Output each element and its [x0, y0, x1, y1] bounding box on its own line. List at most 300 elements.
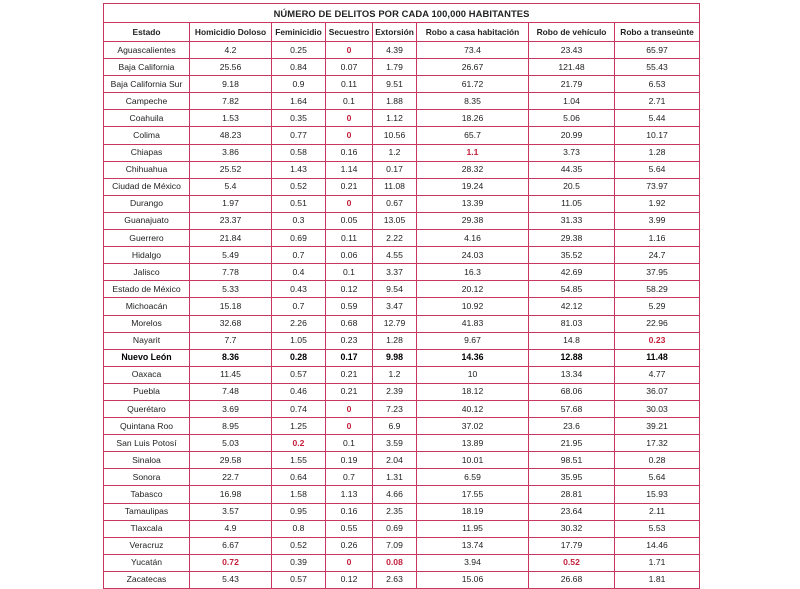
- rate-cell: 0.17: [326, 349, 373, 366]
- rate-cell: 7.82: [190, 93, 272, 110]
- rate-cell: 39.21: [615, 418, 700, 435]
- rate-cell: 12.79: [373, 315, 417, 332]
- rate-cell: 13.34: [529, 366, 615, 383]
- state-name-cell: Guerrero: [104, 230, 190, 247]
- rate-cell: 5.64: [615, 161, 700, 178]
- rate-cell: 21.84: [190, 230, 272, 247]
- table-row: [104, 486, 700, 503]
- table-row: [104, 503, 700, 520]
- rate-cell: 17.79: [529, 537, 615, 554]
- rate-cell: 11.08: [373, 178, 417, 195]
- rate-cell: 40.12: [417, 400, 529, 417]
- rate-cell: 0.4: [272, 264, 326, 281]
- rate-cell: 13.39: [417, 195, 529, 212]
- rate-cell: 18.12: [417, 383, 529, 400]
- rate-cell: 18.26: [417, 110, 529, 127]
- rate-cell: 10.17: [615, 127, 700, 144]
- rate-cell: 0.95: [272, 503, 326, 520]
- column-header: Homicidio Doloso: [190, 23, 272, 42]
- rate-cell: 18.19: [417, 503, 529, 520]
- rate-cell: 29.58: [190, 452, 272, 469]
- rate-cell: 0.2: [272, 435, 326, 452]
- rate-cell: 6.59: [417, 469, 529, 486]
- rate-cell: 1.43: [272, 161, 326, 178]
- rate-cell: 61.72: [417, 76, 529, 93]
- rate-cell: 37.95: [615, 264, 700, 281]
- state-name-cell: Aguascalientes: [104, 42, 190, 59]
- rate-cell: 65.7: [417, 127, 529, 144]
- title-row: [104, 4, 700, 23]
- state-name-cell: Chihuahua: [104, 161, 190, 178]
- rate-cell: 10.92: [417, 298, 529, 315]
- column-header: Extorsión: [373, 23, 417, 42]
- rate-cell: 5.29: [615, 298, 700, 315]
- rate-cell: 3.94: [417, 554, 529, 571]
- rate-cell: 0.52: [272, 178, 326, 195]
- rate-cell: 26.67: [417, 59, 529, 76]
- rate-cell: 1.64: [272, 93, 326, 110]
- state-name-cell: Michoacán: [104, 298, 190, 315]
- state-name-cell: Oaxaca: [104, 366, 190, 383]
- rate-cell: 0.28: [272, 349, 326, 366]
- table-row: [104, 127, 700, 144]
- table-row: [104, 332, 700, 349]
- rate-cell: 3.57: [190, 503, 272, 520]
- rate-cell: 0.77: [272, 127, 326, 144]
- rate-cell: 0.72: [190, 554, 272, 571]
- rate-cell: 23.37: [190, 212, 272, 229]
- column-header: Secuestro: [326, 23, 373, 42]
- column-header: Estado: [104, 23, 190, 42]
- rate-cell: 1.16: [615, 230, 700, 247]
- rate-cell: 26.68: [529, 571, 615, 588]
- rate-cell: 41.83: [417, 315, 529, 332]
- rate-cell: 9.98: [373, 349, 417, 366]
- state-name-cell: Zacatecas: [104, 571, 190, 588]
- rate-cell: 0.28: [615, 452, 700, 469]
- state-name-cell: Estado de México: [104, 281, 190, 298]
- rate-cell: 0.43: [272, 281, 326, 298]
- table-row: [104, 349, 700, 366]
- rate-cell: 1.13: [326, 486, 373, 503]
- table-row: [104, 59, 700, 76]
- rate-cell: 0.08: [373, 554, 417, 571]
- state-name-cell: Tamaulipas: [104, 503, 190, 520]
- rate-cell: 7.48: [190, 383, 272, 400]
- rate-cell: 25.56: [190, 59, 272, 76]
- rate-cell: 1.04: [529, 93, 615, 110]
- rate-cell: 4.77: [615, 366, 700, 383]
- state-name-cell: Colima: [104, 127, 190, 144]
- state-name-cell: San Luis Potosí: [104, 435, 190, 452]
- rate-cell: 0.69: [373, 520, 417, 537]
- rate-cell: 7.09: [373, 537, 417, 554]
- state-name-cell: Sonora: [104, 469, 190, 486]
- rate-cell: 9.67: [417, 332, 529, 349]
- rate-cell: 37.02: [417, 418, 529, 435]
- rate-cell: 20.12: [417, 281, 529, 298]
- rate-cell: 42.12: [529, 298, 615, 315]
- rate-cell: 0.12: [326, 281, 373, 298]
- rate-cell: 44.35: [529, 161, 615, 178]
- rate-cell: 57.68: [529, 400, 615, 417]
- rate-cell: 0.8: [272, 520, 326, 537]
- state-name-cell: Baja California: [104, 59, 190, 76]
- rate-cell: 1.92: [615, 195, 700, 212]
- rate-cell: 8.36: [190, 349, 272, 366]
- rate-cell: 32.68: [190, 315, 272, 332]
- rate-cell: 0.1: [326, 435, 373, 452]
- state-name-cell: Sinaloa: [104, 452, 190, 469]
- rate-cell: 21.95: [529, 435, 615, 452]
- rate-cell: 0.23: [326, 332, 373, 349]
- rate-cell: 1.88: [373, 93, 417, 110]
- rate-cell: 42.69: [529, 264, 615, 281]
- rate-cell: 0.3: [272, 212, 326, 229]
- rate-cell: 11.95: [417, 520, 529, 537]
- rate-cell: 55.43: [615, 59, 700, 76]
- rate-cell: 0.05: [326, 212, 373, 229]
- rate-cell: 2.71: [615, 93, 700, 110]
- rate-cell: 1.71: [615, 554, 700, 571]
- rate-cell: 0.55: [326, 520, 373, 537]
- rate-cell: 73.97: [615, 178, 700, 195]
- rate-cell: 5.44: [615, 110, 700, 127]
- state-name-cell: Yucatán: [104, 554, 190, 571]
- rate-cell: 0.17: [373, 161, 417, 178]
- rate-cell: 0.69: [272, 230, 326, 247]
- table-body: [104, 42, 700, 589]
- rate-cell: 0.39: [272, 554, 326, 571]
- rate-cell: 65.97: [615, 42, 700, 59]
- rate-cell: 1.25: [272, 418, 326, 435]
- table-row: [104, 520, 700, 537]
- rate-cell: 20.5: [529, 178, 615, 195]
- rate-cell: 4.39: [373, 42, 417, 59]
- rate-cell: 1.81: [615, 571, 700, 588]
- rate-cell: 0.16: [326, 144, 373, 161]
- rate-cell: 0.74: [272, 400, 326, 417]
- rate-cell: 1.28: [615, 144, 700, 161]
- rate-cell: 4.9: [190, 520, 272, 537]
- rate-cell: 0.7: [326, 469, 373, 486]
- table-title: NÚMERO DE DELITOS POR CADA 100,000 HABITANTES: [104, 4, 700, 23]
- rate-cell: 2.35: [373, 503, 417, 520]
- rate-cell: 0.84: [272, 59, 326, 76]
- rate-cell: 5.43: [190, 571, 272, 588]
- rate-cell: 1.97: [190, 195, 272, 212]
- rate-cell: 11.48: [615, 349, 700, 366]
- rate-cell: 0: [326, 110, 373, 127]
- table-row: [104, 571, 700, 588]
- rate-cell: 0.25: [272, 42, 326, 59]
- rate-cell: 1.55: [272, 452, 326, 469]
- state-name-cell: Baja California Sur: [104, 76, 190, 93]
- table-row: [104, 161, 700, 178]
- rate-cell: 10.01: [417, 452, 529, 469]
- state-name-cell: Hidalgo: [104, 247, 190, 264]
- rate-cell: 15.18: [190, 298, 272, 315]
- rate-cell: 0.21: [326, 366, 373, 383]
- rate-cell: 0: [326, 554, 373, 571]
- rate-cell: 28.32: [417, 161, 529, 178]
- rate-cell: 7.23: [373, 400, 417, 417]
- rate-cell: 0: [326, 400, 373, 417]
- state-name-cell: Chiapas: [104, 144, 190, 161]
- rate-cell: 0.7: [272, 247, 326, 264]
- state-name-cell: Durango: [104, 195, 190, 212]
- rate-cell: 2.63: [373, 571, 417, 588]
- rate-cell: 1.58: [272, 486, 326, 503]
- rate-cell: 5.4: [190, 178, 272, 195]
- rate-cell: 1.53: [190, 110, 272, 127]
- rate-cell: 5.49: [190, 247, 272, 264]
- rate-cell: 1.28: [373, 332, 417, 349]
- rate-cell: 0.67: [373, 195, 417, 212]
- table-row: [104, 537, 700, 554]
- rate-cell: 3.99: [615, 212, 700, 229]
- rate-cell: 0.19: [326, 452, 373, 469]
- rate-cell: 0.26: [326, 537, 373, 554]
- rate-cell: 121.48: [529, 59, 615, 76]
- rate-cell: 5.33: [190, 281, 272, 298]
- header-row: [104, 23, 700, 42]
- table-row: [104, 247, 700, 264]
- rate-cell: 0.16: [326, 503, 373, 520]
- state-name-cell: Puebla: [104, 383, 190, 400]
- table-row: [104, 281, 700, 298]
- rate-cell: 10: [417, 366, 529, 383]
- rate-cell: 1.2: [373, 144, 417, 161]
- rate-cell: 0.52: [529, 554, 615, 571]
- rate-cell: 13.89: [417, 435, 529, 452]
- rate-cell: 6.9: [373, 418, 417, 435]
- state-name-cell: Guanajuato: [104, 212, 190, 229]
- column-header: Robo de vehículo: [529, 23, 615, 42]
- rate-cell: 0.21: [326, 383, 373, 400]
- rate-cell: 0.52: [272, 537, 326, 554]
- rate-cell: 0.1: [326, 264, 373, 281]
- rate-cell: 0.7: [272, 298, 326, 315]
- rate-cell: 4.55: [373, 247, 417, 264]
- state-name-cell: Tabasco: [104, 486, 190, 503]
- table-row: [104, 452, 700, 469]
- rate-cell: 4.2: [190, 42, 272, 59]
- rate-cell: 11.05: [529, 195, 615, 212]
- rate-cell: 0.58: [272, 144, 326, 161]
- rate-cell: 0.23: [615, 332, 700, 349]
- rate-cell: 0.46: [272, 383, 326, 400]
- rate-cell: 9.51: [373, 76, 417, 93]
- rate-cell: 2.04: [373, 452, 417, 469]
- rate-cell: 12.88: [529, 349, 615, 366]
- rate-cell: 81.03: [529, 315, 615, 332]
- table-row: [104, 93, 700, 110]
- rate-cell: 31.33: [529, 212, 615, 229]
- rate-cell: 5.03: [190, 435, 272, 452]
- table-row: [104, 195, 700, 212]
- table-row: [104, 469, 700, 486]
- state-name-cell: Jalisco: [104, 264, 190, 281]
- table-row: [104, 418, 700, 435]
- rate-cell: 7.7: [190, 332, 272, 349]
- rate-cell: 25.52: [190, 161, 272, 178]
- rate-cell: 13.05: [373, 212, 417, 229]
- rate-cell: 1.05: [272, 332, 326, 349]
- rate-cell: 9.18: [190, 76, 272, 93]
- state-name-cell: Veracruz: [104, 537, 190, 554]
- rate-cell: 36.07: [615, 383, 700, 400]
- rate-cell: 0.11: [326, 230, 373, 247]
- column-header: Robo a transeúnte: [615, 23, 700, 42]
- column-header: Robo a casa habitación: [417, 23, 529, 42]
- state-name-cell: Morelos: [104, 315, 190, 332]
- table-row: [104, 178, 700, 195]
- table-row: [104, 383, 700, 400]
- table-row: [104, 110, 700, 127]
- table-row: [104, 315, 700, 332]
- table-row: [104, 264, 700, 281]
- rate-cell: 6.53: [615, 76, 700, 93]
- rate-cell: 1.79: [373, 59, 417, 76]
- rate-cell: 8.95: [190, 418, 272, 435]
- rate-cell: 5.53: [615, 520, 700, 537]
- rate-cell: 1.12: [373, 110, 417, 127]
- table-row: [104, 554, 700, 571]
- rate-cell: 35.52: [529, 247, 615, 264]
- rate-cell: 17.55: [417, 486, 529, 503]
- rate-cell: 13.74: [417, 537, 529, 554]
- rate-cell: 23.43: [529, 42, 615, 59]
- rate-cell: 48.23: [190, 127, 272, 144]
- rate-cell: 5.06: [529, 110, 615, 127]
- rate-cell: 0: [326, 127, 373, 144]
- rate-cell: 15.93: [615, 486, 700, 503]
- rate-cell: 10.56: [373, 127, 417, 144]
- table-row: [104, 435, 700, 452]
- rate-cell: 0.21: [326, 178, 373, 195]
- table-row: [104, 366, 700, 383]
- crime-rate-table: [103, 3, 700, 589]
- rate-cell: 68.06: [529, 383, 615, 400]
- rate-cell: 14.8: [529, 332, 615, 349]
- rate-cell: 0.59: [326, 298, 373, 315]
- rate-cell: 23.6: [529, 418, 615, 435]
- rate-cell: 0.9: [272, 76, 326, 93]
- rate-cell: 0.06: [326, 247, 373, 264]
- table-row: [104, 298, 700, 315]
- table-row: [104, 76, 700, 93]
- rate-cell: 5.64: [615, 469, 700, 486]
- rate-cell: 0.57: [272, 571, 326, 588]
- rate-cell: 3.59: [373, 435, 417, 452]
- rate-cell: 8.35: [417, 93, 529, 110]
- rate-cell: 22.7: [190, 469, 272, 486]
- rate-cell: 73.4: [417, 42, 529, 59]
- rate-cell: 21.79: [529, 76, 615, 93]
- rate-cell: 0.51: [272, 195, 326, 212]
- rate-cell: 0: [326, 195, 373, 212]
- rate-cell: 0.1: [326, 93, 373, 110]
- rate-cell: 3.69: [190, 400, 272, 417]
- rate-cell: 24.03: [417, 247, 529, 264]
- rate-cell: 3.37: [373, 264, 417, 281]
- rate-cell: 54.85: [529, 281, 615, 298]
- table-row: [104, 400, 700, 417]
- rate-cell: 0.68: [326, 315, 373, 332]
- rate-cell: 23.64: [529, 503, 615, 520]
- rate-cell: 0.07: [326, 59, 373, 76]
- rate-cell: 30.32: [529, 520, 615, 537]
- rate-cell: 16.3: [417, 264, 529, 281]
- state-name-cell: Coahuila: [104, 110, 190, 127]
- rate-cell: 30.03: [615, 400, 700, 417]
- rate-cell: 29.38: [529, 230, 615, 247]
- rate-cell: 24.7: [615, 247, 700, 264]
- rate-cell: 0.57: [272, 366, 326, 383]
- rate-cell: 58.29: [615, 281, 700, 298]
- table-row: [104, 212, 700, 229]
- column-header: Feminicidio: [272, 23, 326, 42]
- rate-cell: 7.78: [190, 264, 272, 281]
- rate-cell: 14.36: [417, 349, 529, 366]
- rate-cell: 1.31: [373, 469, 417, 486]
- rate-cell: 1.1: [417, 144, 529, 161]
- rate-cell: 0.64: [272, 469, 326, 486]
- rate-cell: 2.39: [373, 383, 417, 400]
- rate-cell: 35.95: [529, 469, 615, 486]
- state-name-cell: Querétaro: [104, 400, 190, 417]
- rate-cell: 17.32: [615, 435, 700, 452]
- rate-cell: 15.06: [417, 571, 529, 588]
- rate-cell: 2.11: [615, 503, 700, 520]
- state-name-cell: Nayarit: [104, 332, 190, 349]
- state-name-cell: Ciudad de México: [104, 178, 190, 195]
- rate-cell: 0: [326, 418, 373, 435]
- rate-cell: 0: [326, 42, 373, 59]
- rate-cell: 11.45: [190, 366, 272, 383]
- rate-cell: 2.26: [272, 315, 326, 332]
- rate-cell: 3.86: [190, 144, 272, 161]
- crime-rate-table-container: [103, 3, 699, 589]
- rate-cell: 9.54: [373, 281, 417, 298]
- rate-cell: 3.73: [529, 144, 615, 161]
- rate-cell: 22.96: [615, 315, 700, 332]
- rate-cell: 19.24: [417, 178, 529, 195]
- table-row: [104, 42, 700, 59]
- rate-cell: 0.12: [326, 571, 373, 588]
- rate-cell: 6.67: [190, 537, 272, 554]
- rate-cell: 14.46: [615, 537, 700, 554]
- state-name-cell: Tlaxcala: [104, 520, 190, 537]
- rate-cell: 4.66: [373, 486, 417, 503]
- rate-cell: 0.35: [272, 110, 326, 127]
- rate-cell: 4.16: [417, 230, 529, 247]
- state-name-cell: Nuevo León: [104, 349, 190, 366]
- rate-cell: 29.38: [417, 212, 529, 229]
- table-row: [104, 230, 700, 247]
- rate-cell: 1.14: [326, 161, 373, 178]
- rate-cell: 98.51: [529, 452, 615, 469]
- rate-cell: 2.22: [373, 230, 417, 247]
- table-row: [104, 144, 700, 161]
- rate-cell: 16.98: [190, 486, 272, 503]
- rate-cell: 20.99: [529, 127, 615, 144]
- rate-cell: 1.2: [373, 366, 417, 383]
- rate-cell: 3.47: [373, 298, 417, 315]
- state-name-cell: Campeche: [104, 93, 190, 110]
- state-name-cell: Quintana Roo: [104, 418, 190, 435]
